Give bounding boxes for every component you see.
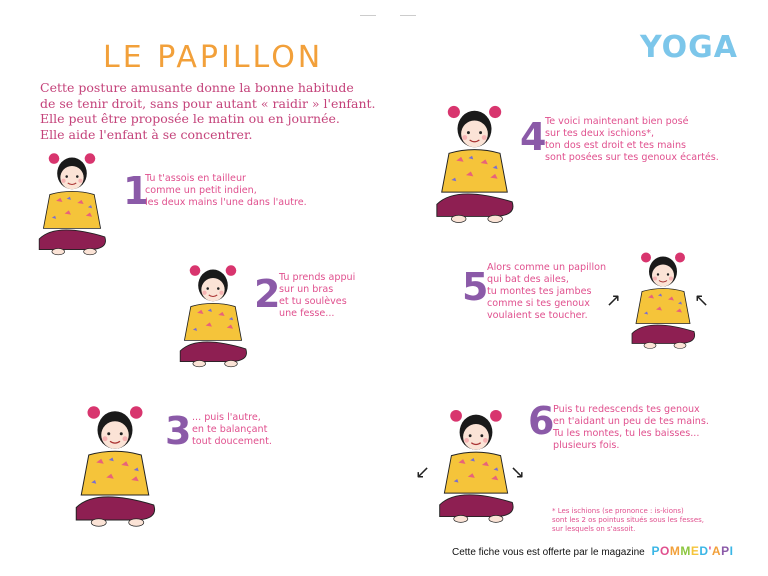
step-text-2: Tu prends appui sur un bras et tu soulèves une fesse... (279, 272, 356, 319)
child-illustration-step-2 (168, 260, 258, 370)
step-number-3: 3 (165, 409, 192, 453)
magazine-logo: POMMED'API (651, 544, 734, 558)
child-illustration-step-3 (70, 400, 160, 530)
child-illustration-step-6 (435, 400, 517, 530)
yoga-logo: YOGA (640, 30, 738, 65)
intro-paragraph (40, 80, 380, 142)
arrow-down-right-icon: ↘ (510, 462, 526, 483)
step-number-2: 2 (254, 272, 281, 316)
arrow-up-right-icon: ↖ (694, 290, 710, 311)
intro-line: Elle peut être proposée le matin ou en journée. (40, 111, 340, 126)
decorative-dash (400, 15, 416, 16)
step-text-1: Tu t'assois en tailleur comme un petit indien, les deux mains l'une dans l'autre. (145, 173, 307, 208)
intro-line: Cette posture amusante donne la bonne habitude (40, 80, 354, 95)
intro-line: Elle aide l'enfant à se concentrer. (40, 126, 253, 142)
child-illustration-step-5 (628, 232, 698, 367)
credit-line (452, 544, 733, 558)
step-number-5: 5 (462, 265, 489, 309)
step-text-3: ... puis l'autre, en te balançant tout doucement. (192, 412, 272, 447)
intro-line: de se tenir droit, sans pour autant « raidir » l'enfant. (40, 95, 376, 111)
child-illustration-step-4 (432, 98, 517, 228)
child-illustration-step-1 (32, 148, 112, 258)
step-number-6: 6 (528, 399, 555, 443)
step-text-4: Te voici maintenant bien posé sur tes deux ischions*, ton dos est droit et tes mains sont posées sur tes genoux écartés. (545, 116, 719, 163)
decorative-dash (360, 15, 376, 16)
credit-text: Cette fiche vous est offerte par le magazine (452, 547, 645, 558)
arrow-down-left-icon: ↙ (415, 462, 431, 483)
step-text-5: Alors comme un papillon qui bat des ailes, tu montes tes jambes comme si tes genoux voulaient se toucher. (487, 262, 607, 321)
step-number-1: 1 (123, 169, 150, 213)
footnote: * Les ischions (se prononce : is-kions) sont les 2 os pointus situés sous les fesses, sur lesquels on s'assoit. (552, 507, 705, 533)
step-number-4: 4 (520, 115, 547, 159)
arrow-up-left-icon: ↗ (606, 290, 622, 311)
page-title: LE PAPILLON (103, 40, 324, 75)
step-text-6: Puis tu redescends tes genoux en t'aidant un peu de tes mains. Tu les montes, tu les baisses... plusieurs fois. (553, 404, 709, 451)
